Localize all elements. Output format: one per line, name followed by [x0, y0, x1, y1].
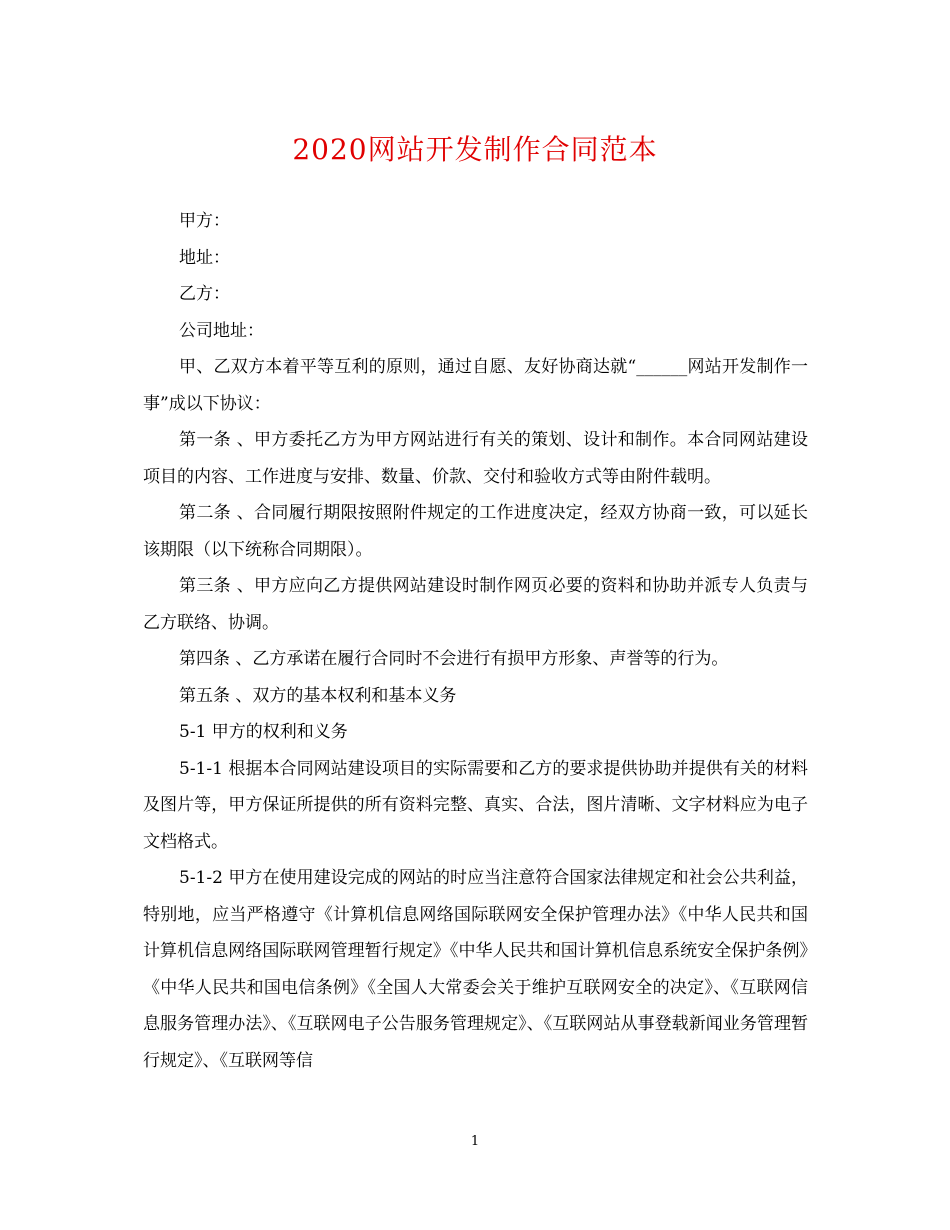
paragraph-address: 地址：	[179, 247, 230, 268]
document-title: 2020网站开发制作合同范本	[292, 133, 658, 166]
document-body	[143, 203, 808, 1079]
paragraph-article-2: 第二条 、合同履行期限按照附件规定的工作进度决定，经双方协商一致，可以延长该期限（以下统称合同期限）。	[143, 503, 808, 560]
paragraph-article-5: 第五条 、双方的基本权利和基本义务	[179, 685, 457, 706]
paragraph-party-a: 甲方：	[179, 211, 230, 231]
paragraph-preamble: 甲、乙双方本着平等互利的原则，通过自愿、友好协商达就“______网站开发制作一事”成以下协议：	[143, 357, 808, 414]
paragraph-section-5-1-2: 5-1-2 甲方在使用建设完成的网站的时应当注意符合国家法律规定和社会公共利益，特别地，应当严格遵守《计算机信息网络国际联网安全保护管理办法》《中华人民共和国计算机信息网络国际联网管理暂行规定》《中华人民共和国计算机信息系统安全保护条例》《中华人民共和国电信条例》《全国人大常委会关于维护互联网安全的决定》、《互联网信息服务管理办法》、《互联网电子公告服务管理规定》、《互联网站从事登载新闻业务管理暂行规定》、《互联网等信	[143, 868, 808, 1071]
paragraph-article-1: 第一条 、甲方委托乙方为甲方网站进行有关的策划、设计和制作。本合同网站建设项目的内容、工作进度与安排、数量、价款、交付和验收方式等由附件载明。	[143, 430, 808, 487]
paragraph-section-5-1: 5-1 甲方的权利和义务	[179, 722, 348, 742]
paragraph-section-5-1-1: 5-1-1 根据本合同网站建设项目的实际需要和乙方的要求提供协助并提供有关的材料及图片等，甲方保证所提供的所有资料完整、真实、合法，图片清晰、文字材料应为电子文档格式。	[143, 758, 808, 852]
paragraph-company-address: 公司地址：	[179, 320, 264, 341]
paragraph-article-4: 第四条 、乙方承诺在履行合同时不会进行有损甲方形象、声誉等的行为。	[179, 649, 729, 669]
paragraph-article-3: 第三条 、甲方应向乙方提供网站建设时制作网页必要的资料和协助并派专人负责与乙方联络、协调。	[143, 576, 808, 633]
paragraph-party-b: 乙方：	[179, 284, 230, 304]
page-number: 1	[470, 1134, 480, 1149]
